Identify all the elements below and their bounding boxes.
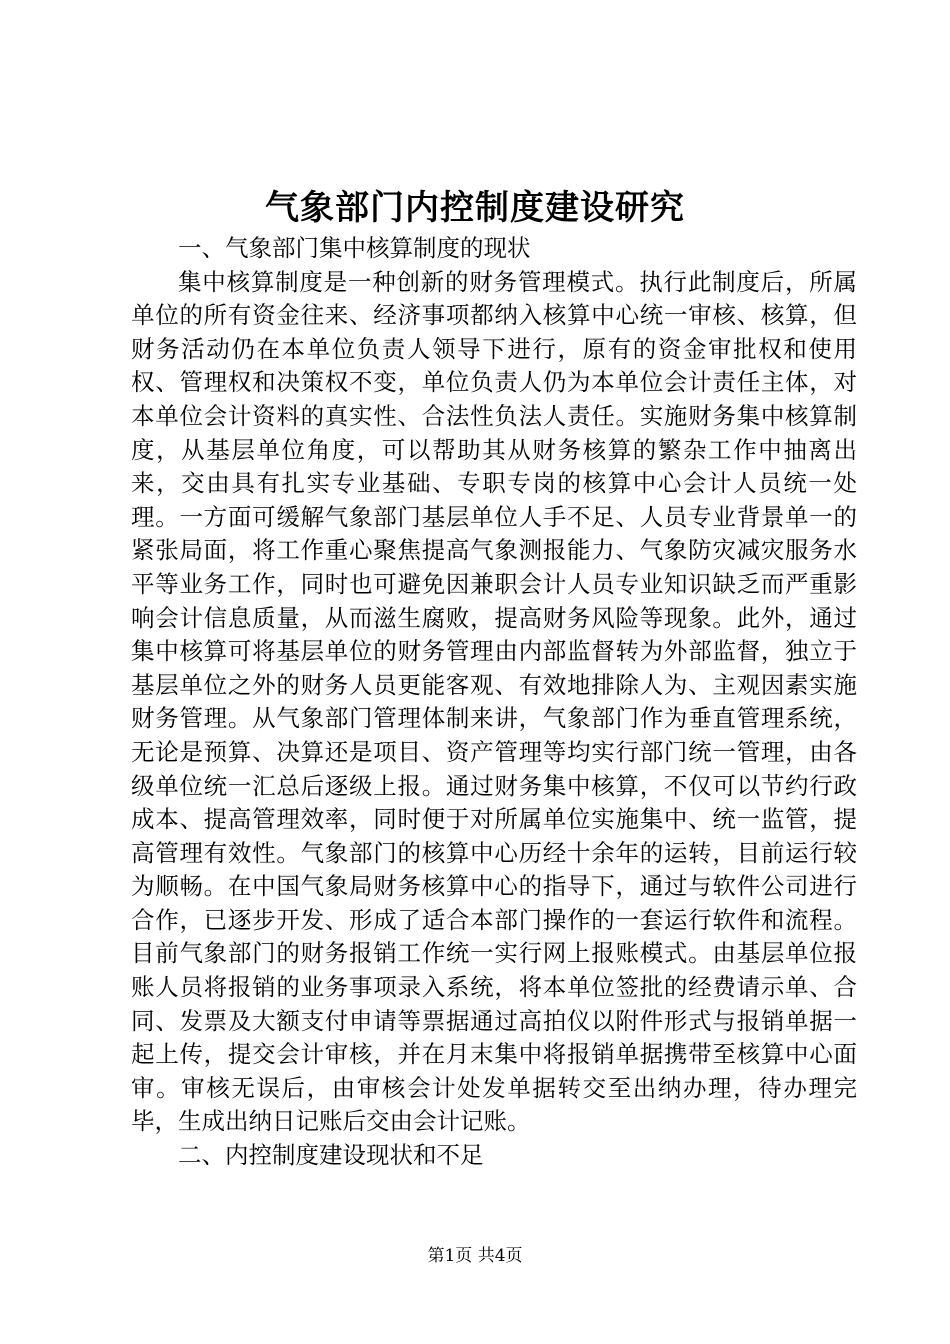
document-body [131,232,857,1173]
page-footer: 第1页 共4页 [427,1246,523,1266]
section-heading-1: 一、气象部门集中核算制度的现状 [178,234,531,262]
document-title: 气象部门内控制度建设研究 [265,188,685,228]
section-heading-2: 二、内控制度建设现状和不足 [178,1141,484,1170]
paragraph-1: 集中核算制度是一种创新的财务管理模式。执行此制度后，所属单位的所有资金往来、经济事项都纳入核算中心统一审核、核算，但财务活动仍在本单位负责人领导下进行，原有的资金审批权和使用权、管理权和决策权不变，单位负责人仍为本单位会计责任主体，对本单位会计资料的真实性、合法性负法人责任。实施财务集中核算制度，从基层单位角度，可以帮助其从财务核算的繁杂工作中抽离出来，交由具有扎实专业基础、专职专岗的核算中心会计人员统一处理。一方面可缓解气象部门基层单位人手不足、人员专业背景单一的紧张局面，将工作重心聚焦提高气象测报能力、气象防灾减灾服务水平等业务工作，同时也可避免因兼职会计人员专业知识缺乏而严重影响会计信息质量，从而滋生腐败，提高财务风险等现象。此外，通过集中核算可将基层单位的财务管理由内部监督转为外部监督，独立于基层单位之外的财务人员更能客观、有效地排除人为、主观因素实施财务管理。从气象部门管理体制来讲，气象部门作为垂直管理系统，无论是预算、决算还是项目、资产管理等均实行部门统一管理，由各级单位统一汇总后逐级上报。通过财务集中核算，不仅可以节约行政成本、提高管理效率，同时便于对所属单位实施集中、统一监管，提高管理有效性。气象部门的核算中心历经十余年的运转，目前运行较为顺畅。在中国气象局财务核算中心的指导下，通过与软件公司进行合作，已逐步开发、形成了适合本部门操作的一套运行软件和流程。目前气象部门的财务报销工作统一实行网上报账模式。由基层单位报账人员将报销的业务事项录入系统，将本单位签批的经费请示单、合同、发票及大额支付申请等票据通过高拍仪以附件形式与报销单据一起上传，提交会计审核，并在月末集中将报销单据携带至核算中心面审。审核无误后，由审核会计处发单据转交至出纳办理，待办理完毕，生成出纳日记账后交由会计记账。 [131,267,857,1136]
